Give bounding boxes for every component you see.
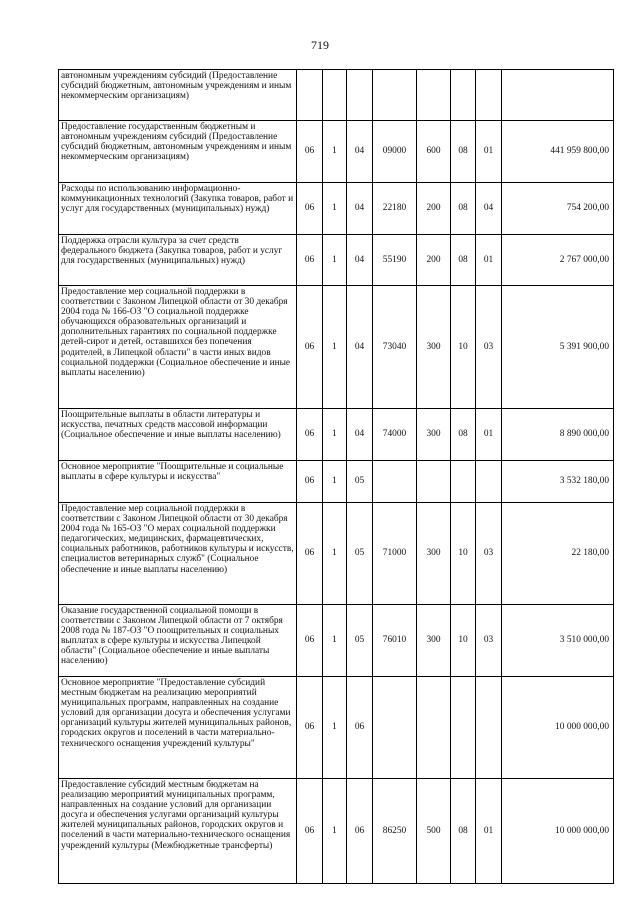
table-row (59, 409, 614, 461)
code-cell-c3: 04 (347, 235, 373, 286)
code-cell-c1 (297, 70, 323, 121)
code-cell-c4: 73040 (373, 286, 417, 409)
code-cell-c4: 22180 (373, 183, 417, 235)
code-cell-c3: 05 (347, 503, 373, 605)
code-cell-c4: 55190 (373, 235, 417, 286)
amount-cell: 5 391 900,00 (502, 286, 614, 409)
code-cell-c4 (373, 70, 417, 121)
code-cell-c1: 06 (297, 605, 323, 677)
code-cell-c7: 03 (476, 605, 502, 677)
code-cell-c6: 08 (451, 235, 476, 286)
code-cell-c6 (451, 677, 476, 779)
code-cell-c1: 06 (297, 235, 323, 286)
amount-cell: 22 180,00 (502, 503, 614, 605)
budget-table (58, 69, 614, 884)
amount-cell: 754 200,00 (502, 183, 614, 235)
code-cell-c4: 76010 (373, 605, 417, 677)
row-description: Предоставление государственным бюджетным и автономным учреждениям субсидий (Предоставление субсидий бюджетным, автономным учреждениям и иным некоммерческим организациям) (59, 121, 297, 183)
code-cell-c3: 04 (347, 121, 373, 183)
row-description: Основное мероприятие "Поощрительные и социальные выплаты в сфере культуры и искусства" (59, 461, 297, 503)
code-cell-c7: 03 (476, 286, 502, 409)
table-row (59, 677, 614, 779)
code-cell-c3 (347, 70, 373, 121)
code-cell-c7: 01 (476, 121, 502, 183)
code-cell-c3: 04 (347, 183, 373, 235)
code-cell-c1: 06 (297, 286, 323, 409)
code-cell-c1: 06 (297, 121, 323, 183)
code-cell-c3: 05 (347, 461, 373, 503)
code-cell-c2: 1 (323, 121, 347, 183)
code-cell-c4: 86250 (373, 779, 417, 884)
row-description: Оказание государственной социальной помощи в соответствии с Законом Липецкой области от 7 октября 2008 года № 187-ОЗ "О поощрительных и социальных выплатах в сфере культуры и искусства Липецкой области" (Социальное обеспечение и иные выплаты населению) (59, 605, 297, 677)
row-description: Предоставление субсидий местным бюджетам на реализацию мероприятий муниципальных программ, направленных на создание условий для организации досуга и обеспечения услугами организаций культуры жителей муниципальных районов, городских округов и поселений в части материально-технического оснащения учреждений культуры (Межбюджетные трансферты) (59, 779, 297, 884)
code-cell-c5: 500 (417, 779, 451, 884)
table-row (59, 605, 614, 677)
code-cell-c5: 200 (417, 183, 451, 235)
code-cell-c3: 06 (347, 677, 373, 779)
amount-cell: 3 510 000,00 (502, 605, 614, 677)
code-cell-c4 (373, 677, 417, 779)
amount-cell: 10 000 000,00 (502, 779, 614, 884)
code-cell-c7 (476, 461, 502, 503)
code-cell-c7: 01 (476, 409, 502, 461)
table-row (59, 503, 614, 605)
code-cell-c5: 300 (417, 503, 451, 605)
code-cell-c4: 74000 (373, 409, 417, 461)
code-cell-c5 (417, 461, 451, 503)
code-cell-c1: 06 (297, 677, 323, 779)
code-cell-c6: 10 (451, 605, 476, 677)
code-cell-c5: 600 (417, 121, 451, 183)
amount-cell: 441 959 800,00 (502, 121, 614, 183)
code-cell-c4: 09000 (373, 121, 417, 183)
code-cell-c2: 1 (323, 235, 347, 286)
code-cell-c4: 71000 (373, 503, 417, 605)
code-cell-c2: 1 (323, 409, 347, 461)
code-cell-c3: 04 (347, 286, 373, 409)
code-cell-c5: 300 (417, 605, 451, 677)
code-cell-c6: 10 (451, 503, 476, 605)
code-cell-c2: 1 (323, 183, 347, 235)
code-cell-c6: 08 (451, 779, 476, 884)
amount-cell: 10 000 000,00 (502, 677, 614, 779)
row-description: Предоставление мер социальной поддержки в соответствии с Законом Липецкой области от 30 декабря 2004 года № 166-ОЗ "О социальной поддержке обучающихся образовательных организаций и дополнительных гарантиях по социальной поддержке детей-сирот и детей, оставшихся без попечения родителей, в Липецкой области" в части иных видов социальной поддержки (Социальное обеспечение и иные выплаты населению) (59, 286, 297, 409)
code-cell-c5: 300 (417, 286, 451, 409)
table-row (59, 286, 614, 409)
code-cell-c5: 200 (417, 235, 451, 286)
code-cell-c6 (451, 461, 476, 503)
code-cell-c5 (417, 677, 451, 779)
code-cell-c3: 04 (347, 409, 373, 461)
table-row (59, 779, 614, 884)
table-row (59, 183, 614, 235)
code-cell-c6: 08 (451, 183, 476, 235)
code-cell-c2: 1 (323, 286, 347, 409)
amount-cell (502, 70, 614, 121)
code-cell-c2 (323, 70, 347, 121)
code-cell-c2: 1 (323, 779, 347, 884)
code-cell-c7: 01 (476, 235, 502, 286)
code-cell-c7 (476, 677, 502, 779)
table-row (59, 235, 614, 286)
code-cell-c4 (373, 461, 417, 503)
amount-cell: 3 532 180,00 (502, 461, 614, 503)
code-cell-c3: 06 (347, 779, 373, 884)
row-description: Основное мероприятие "Предоставление субсидий местным бюджетам на реализацию мероприятий муниципальных программ, направленных на создание условий для организации досуга и обеспечения услугами организаций культуры жителей муниципальных районов, городских округов и поселений в части материально-технического оснащения учреждений культуры" (59, 677, 297, 779)
table-row (59, 461, 614, 503)
code-cell-c1: 06 (297, 409, 323, 461)
code-cell-c1: 06 (297, 779, 323, 884)
table-row (59, 70, 614, 121)
code-cell-c5: 300 (417, 409, 451, 461)
code-cell-c1: 06 (297, 183, 323, 235)
code-cell-c2: 1 (323, 605, 347, 677)
table-row (59, 121, 614, 183)
code-cell-c6 (451, 70, 476, 121)
code-cell-c7: 01 (476, 779, 502, 884)
amount-cell: 8 890 000,00 (502, 409, 614, 461)
code-cell-c5 (417, 70, 451, 121)
code-cell-c6: 08 (451, 409, 476, 461)
code-cell-c1: 06 (297, 503, 323, 605)
code-cell-c2: 1 (323, 503, 347, 605)
code-cell-c2: 1 (323, 677, 347, 779)
row-description: Предоставление мер социальной поддержки в соответствии с Законом Липецкой области от 30 декабря 2004 года № 165-ОЗ "О мерах социальной поддержки педагогических, медицинских, фармацевтических, социальных работников, работников культуры и искусств, специалистов ветеринарных служб" (Социальное обеспечение и иные выплаты населению) (59, 503, 297, 605)
page-number: 719 (311, 38, 329, 52)
code-cell-c1: 06 (297, 461, 323, 503)
row-description: Расходы по использованию информационно-коммуникационных технологий (Закупка товаров, работ и услуг для государственных (муниципальных) нужд) (59, 183, 297, 235)
code-cell-c2: 1 (323, 461, 347, 503)
row-description: автономным учреждениям субсидий (Предоставление субсидий бюджетным, автономным учреждениям и иным некоммерческим организациям) (59, 70, 297, 121)
code-cell-c6: 08 (451, 121, 476, 183)
row-description: Поддержка отрасли культура за счет средств федерального бюджета (Закупка товаров, работ и услуг для государственных (муниципальных) нужд) (59, 235, 297, 286)
code-cell-c7: 04 (476, 183, 502, 235)
code-cell-c3: 05 (347, 605, 373, 677)
code-cell-c7 (476, 70, 502, 121)
code-cell-c7: 03 (476, 503, 502, 605)
amount-cell: 2 767 000,00 (502, 235, 614, 286)
code-cell-c6: 10 (451, 286, 476, 409)
row-description: Поощрительные выплаты в области литературы и искусства, печатных средств массовой информации (Социальное обеспечение и иные выплаты населению) (59, 409, 297, 461)
